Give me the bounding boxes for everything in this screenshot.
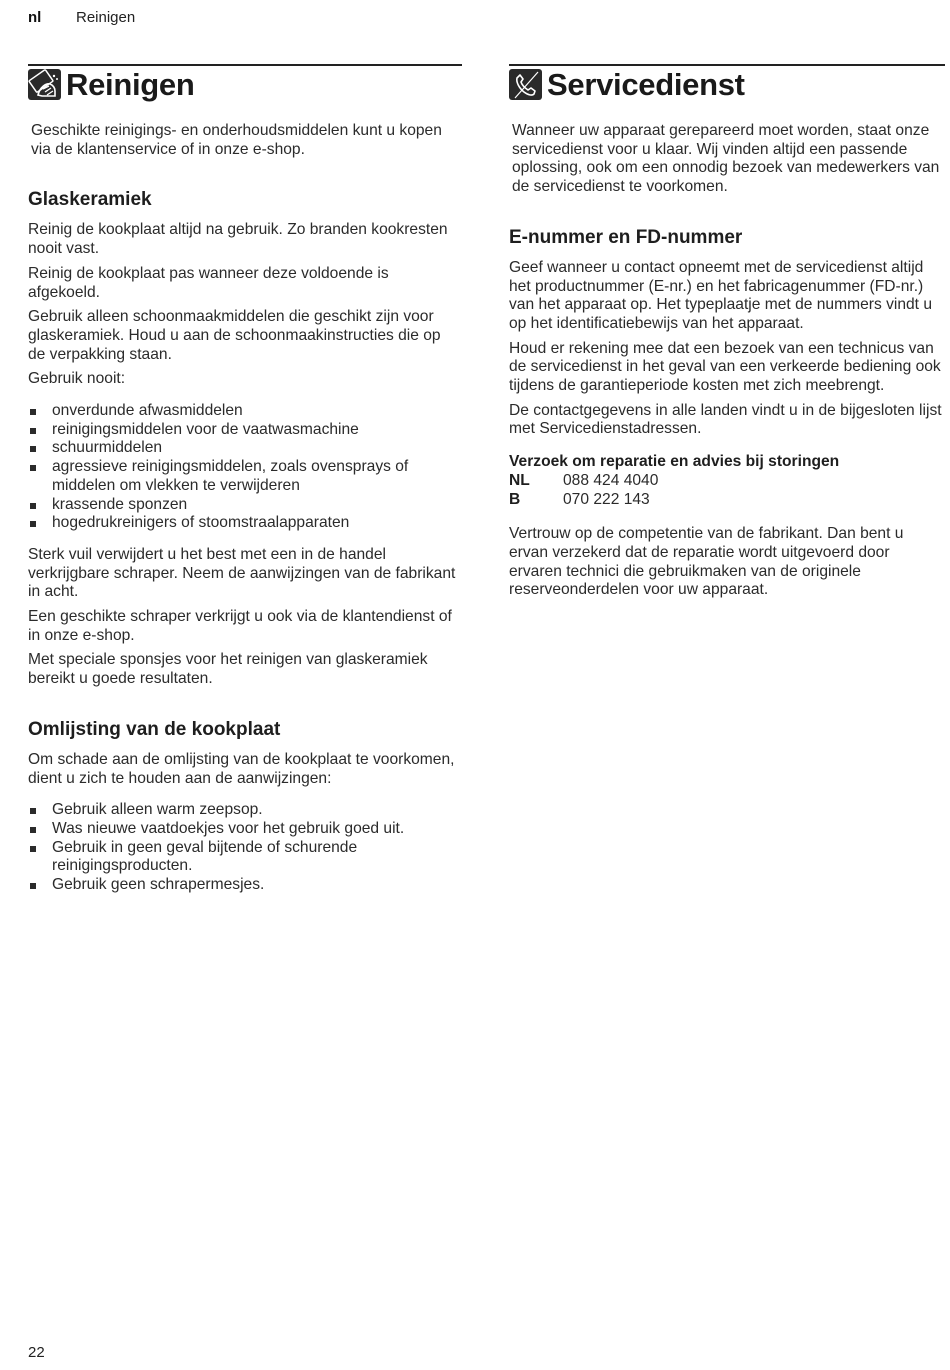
glaskeramiek-paragraph: Een geschikte schraper verkrijgt u ook via de klantendienst of in onze e-shop. <box>28 608 452 644</box>
reinigen-intro: Geschikte reinigings- en onderhoudsmiddelen kunt u kopen via de klantenservice of in onze e-shop. <box>31 122 442 158</box>
enummer-heading: E-nummer en FD-nummer <box>509 226 743 248</box>
bullet-square-icon <box>30 409 36 415</box>
bullet-square-icon <box>30 521 36 527</box>
bullet-square-icon <box>30 883 36 889</box>
omlijsting-list <box>28 801 462 895</box>
country-code: NL <box>509 471 530 489</box>
phone-number: 070 222 143 <box>563 490 650 508</box>
list-item: Was nieuwe vaatdoekjes voor het gebruik goed uit. <box>28 820 462 839</box>
enummer-paragraph: De contactgegevens in alle landen vindt u in de bijgesloten lijst met Servicedienstadressen. <box>509 401 942 438</box>
reinigen-column <box>28 64 462 908</box>
telephone-icon <box>509 69 542 100</box>
glaskeramiek-paragraph: Met speciale sponsjes voor het reinigen van glaskeramiek bereikt u goede resultaten. <box>28 651 428 688</box>
closing-paragraph: Vertrouw op de competentie van de fabrikant. Dan bent u ervan verzekerd dat de reparatie wordt uitgevoerd door ervaren technici die gebruikmaken van de originele reserveonderdelen voor uw apparaat. <box>509 525 904 599</box>
glaskeramiek-paragraph: Gebruik nooit: <box>28 370 126 388</box>
list-item: onverdunde afwasmiddelen <box>28 402 462 421</box>
list-item: reinigingsmiddelen voor de vaatwasmachine <box>28 421 462 440</box>
servicedienst-title-bar <box>509 64 945 104</box>
bullet-square-icon <box>30 808 36 814</box>
glaskeramiek-paragraph: Reinig de kookplaat pas wanneer deze voldoende is afgekoeld. <box>28 264 389 301</box>
bullet-square-icon <box>30 503 36 509</box>
omlijsting-intro: Om schade aan de omlijsting van de kookplaat te voorkomen, dient u zich te houden aan de aanwijzingen: <box>28 750 455 787</box>
glaskeramiek-paragraph: Gebruik alleen schoonmaakmiddelen die geschikt zijn voor glaskeramiek. Houd u aan de schoonmaakinstructies die op de verpakking staan. <box>28 308 441 363</box>
list-item: agressieve reinigingsmiddelen, zoals ovensprays of middelen om vlekken te verwijderen <box>28 458 462 495</box>
phone-number: 088 424 4040 <box>563 471 659 489</box>
bullet-square-icon <box>30 846 36 852</box>
list-item: Gebruik geen schrapermesjes. <box>28 876 462 895</box>
page-number: 22 <box>28 1344 45 1361</box>
servicedienst-intro: Wanneer uw apparaat gerepareerd moet worden, staat onze servicedienst voor u klaar. Wij vinden altijd een passende oplossing, ook om een onnodig bezoek van medewerkers van de servicedienst te voorkomen. <box>512 122 940 196</box>
bullet-square-icon <box>30 428 36 434</box>
list-item: Gebruik in geen geval bijtende of schurende reinigingsproducten. <box>28 839 462 876</box>
contact-row <box>509 472 945 491</box>
glaskeramiek-paragraph: Sterk vuil verwijdert u het best met een in de handel verkrijgbare schraper. Neem de aanwijzingen van de fabrikant in acht. <box>28 545 456 601</box>
gebruik-nooit-list <box>28 402 462 533</box>
bullet-square-icon <box>30 827 36 833</box>
omlijsting-heading: Omlijsting van de kookplaat <box>28 718 281 740</box>
contact-heading: Verzoek om reparatie en advies bij storingen <box>509 453 840 471</box>
list-item: krassende sponzen <box>28 496 462 515</box>
list-item: Gebruik alleen warm zeepsop. <box>28 801 462 820</box>
language-code: nl <box>28 9 42 26</box>
country-code: B <box>509 490 521 508</box>
enummer-paragraph: Geef wanneer u contact opneemt met de servicedienst altijd het productnummer (E-nr.) en het fabricagenummer (FD-nr.) van het apparaat op. Het typeplaatje met de nummers vindt u op het identificatiebewijs van het apparaat. <box>509 258 933 332</box>
glaskeramiek-heading: Glaskeramiek <box>28 189 152 211</box>
bullet-square-icon <box>30 465 36 471</box>
list-item: schuurmiddelen <box>28 439 462 458</box>
reinigen-title: Reinigen <box>66 67 195 102</box>
contact-row <box>509 491 945 510</box>
list-item: hogedrukreinigers of stoomstraalapparaten <box>28 514 462 533</box>
reinigen-title-bar <box>28 64 462 104</box>
bullet-square-icon <box>30 446 36 452</box>
enummer-paragraph: Houd er rekening mee dat een bezoek van een technicus van de servicedienst in het geval van een verkeerde bediening ook tijdens de garantieperiode kosten met zich meebrengt. <box>509 339 941 395</box>
servicedienst-column <box>509 64 945 606</box>
glaskeramiek-paragraph: Reinig de kookplaat altijd na gebruik. Zo branden kookresten nooit vast. <box>28 221 448 258</box>
cleaning-hand-icon <box>28 69 61 100</box>
servicedienst-title: Servicedienst <box>547 67 745 102</box>
header-section-title: Reinigen <box>76 9 136 26</box>
